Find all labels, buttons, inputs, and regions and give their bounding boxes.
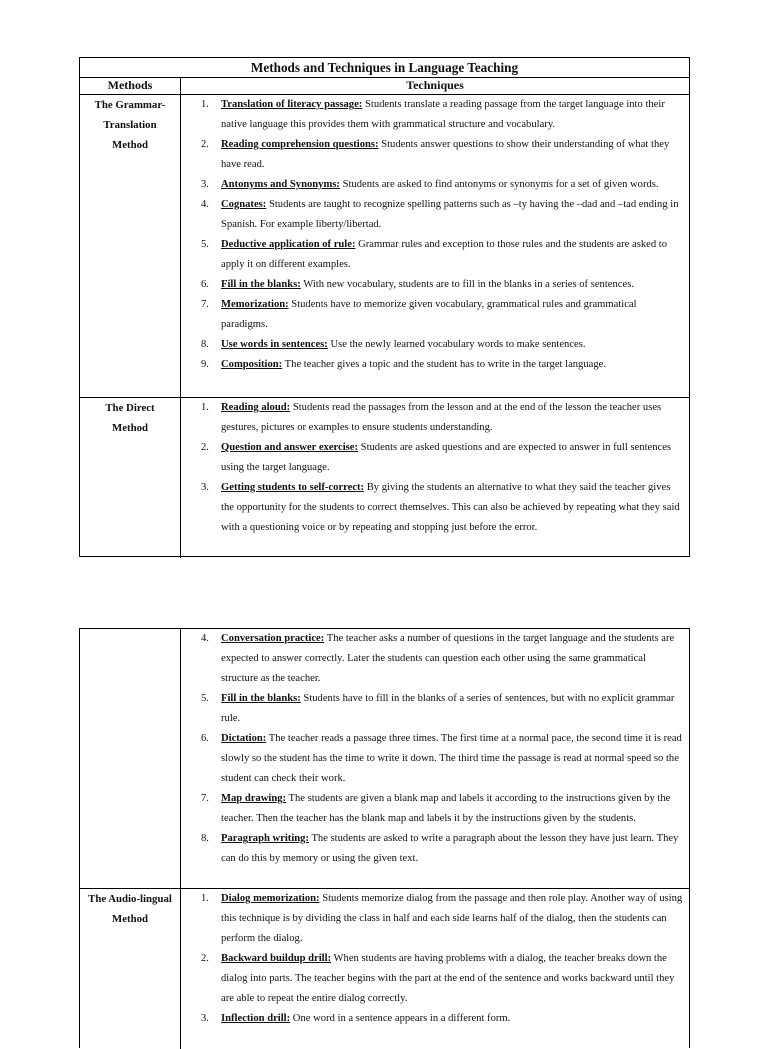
item-number: 6.: [201, 279, 209, 290]
technique-item: [181, 789, 683, 829]
technique-item: [181, 438, 683, 478]
technique-term: Backward buildup drill:: [221, 953, 332, 964]
technique-term: Conversation practice:: [221, 633, 325, 644]
item-number: 6.: [201, 733, 209, 744]
technique-item: [181, 275, 683, 295]
technique-description: The students are asked to write a paragraph about the lesson they have just learn. They can do this by memory or using the given text.: [221, 833, 679, 864]
technique-item: [181, 398, 683, 438]
technique-item: [181, 175, 683, 195]
methods-table-page1: [79, 57, 690, 557]
technique-term: Map drawing:: [221, 793, 287, 804]
techniques-cell: [181, 889, 689, 1049]
technique-item: [181, 949, 683, 1009]
technique-item: [181, 195, 683, 235]
method-cell: [80, 889, 181, 1049]
technique-term: Dialog memorization:: [221, 893, 320, 904]
technique-description: The students are given a blank map and labels it according to the instructions given by the teacher. Then the teacher has the blank map and labels it by the instructions given by the students.: [221, 793, 671, 824]
header-techniques: Techniques: [406, 78, 464, 92]
item-number: 3.: [201, 179, 209, 190]
technique-description: Students have to memorize given vocabulary, grammatical rules and grammatical paradigms.: [221, 299, 637, 330]
technique-term: Paragraph writing:: [221, 833, 309, 844]
method-name-line: Method: [112, 139, 148, 151]
technique-description: The teacher gives a topic and the student has to write in the target language.: [282, 359, 607, 370]
method-cell: [80, 629, 181, 888]
technique-description: One word in a sentence appears in a different form.: [290, 1013, 511, 1024]
technique-item: [181, 1009, 683, 1029]
technique-item: [181, 889, 683, 949]
item-number: 7.: [201, 299, 209, 310]
technique-description: When students are having problems with a dialog, the teacher breaks down the dialog into parts. The teacher begins with the part at the end of the sentence and works backward until they are able to repeat the entire dialog correctly.: [221, 953, 675, 1004]
item-number: 2.: [201, 442, 209, 453]
technique-description: Students are taught to recognize spelling patterns such as –ty having the –dad and –tad ending in Spanish. For example liberty/libertad.: [221, 199, 679, 230]
technique-description: The teacher reads a passage three times. The first time at a normal pace, the second time it is read slowly so the student has the time to write it down. The third time the passage is read at normal speed so the student can check their work.: [221, 733, 682, 784]
technique-item: [181, 729, 683, 789]
item-number: 2.: [201, 139, 209, 150]
methods-table-page2: [79, 628, 690, 1048]
method-name-line: The Direct: [105, 402, 155, 414]
technique-description: With new vocabulary, students are to fill in the blanks in a series of sentences.: [300, 279, 634, 290]
item-number: 5.: [201, 239, 209, 250]
technique-term: Composition:: [221, 359, 283, 370]
table-header: [80, 78, 689, 95]
techniques-cell: [181, 398, 689, 558]
technique-description: Students answer questions to show their understanding of what they have read.: [221, 139, 670, 170]
technique-description: Students translate a reading passage from the target language into their native language this provides them with grammatical structure and vocabulary.: [221, 99, 665, 130]
technique-term: Fill in the blanks:: [221, 279, 301, 290]
technique-term: Memorization:: [221, 299, 289, 310]
item-number: 2.: [201, 953, 209, 964]
technique-term: Reading comprehension questions:: [221, 139, 379, 150]
technique-term: Cognates:: [221, 199, 267, 210]
method-name-line: The Audio-lingual: [88, 893, 172, 905]
technique-item: [181, 355, 683, 375]
technique-description: Students have to fill in the blanks of a series of sentences, but with no explicit grammar rule.: [221, 693, 675, 724]
technique-term: Deductive application of rule:: [221, 239, 356, 250]
technique-term: Inflection drill:: [221, 1013, 291, 1024]
technique-item: [181, 335, 683, 355]
technique-description: Students are asked to find antonyms or synonyms for a set of given words.: [339, 179, 659, 190]
technique-item: [181, 235, 683, 275]
technique-term: Dictation:: [221, 733, 267, 744]
technique-term: Use words in sentences:: [221, 339, 328, 350]
item-number: 1.: [201, 402, 209, 413]
method-name-line: Method: [112, 422, 148, 434]
technique-term: Antonyms and Synonyms:: [221, 179, 340, 190]
item-number: 9.: [201, 359, 209, 370]
technique-item: [181, 135, 683, 175]
technique-term: Translation of literacy passage:: [221, 99, 363, 110]
technique-item: [181, 689, 683, 729]
technique-term: Fill in the blanks:: [221, 693, 301, 704]
row-grammar-translation: [80, 95, 689, 398]
technique-description: Students memorize dialog from the passage and then role play. Another way of using this technique is by dividing the class in half and each side learns half of the dialog, then the students can perform the dialog.: [221, 893, 683, 944]
method-name-line: Translation: [103, 119, 157, 131]
item-number: 3.: [201, 482, 209, 493]
item-number: 4.: [201, 633, 209, 644]
technique-item: [181, 95, 683, 135]
method-name-line: The Grammar-: [94, 99, 166, 111]
technique-term: Question and answer exercise:: [221, 442, 359, 453]
technique-item: [181, 629, 683, 689]
technique-description: Students read the passages from the lesson and at the end of the lesson the teacher uses gestures, pictures or examples to ensure students understanding.: [221, 402, 662, 433]
item-number: 1.: [201, 99, 209, 110]
row-direct-method: [80, 398, 689, 558]
row-audio-lingual: [80, 889, 689, 1049]
techniques-cell: [181, 95, 689, 397]
technique-term: Reading aloud:: [221, 402, 291, 413]
technique-description: Students are asked questions and are expected to answer in full sentences using the target language.: [221, 442, 672, 473]
item-number: 7.: [201, 793, 209, 804]
table-title: Methods and Techniques in Language Teaching: [80, 58, 689, 78]
technique-description: Use the newly learned vocabulary words to make sentences.: [327, 339, 586, 350]
technique-item: [181, 478, 683, 538]
technique-term: Getting students to self-correct:: [221, 482, 365, 493]
technique-item: [181, 295, 683, 335]
item-number: 3.: [201, 1013, 209, 1024]
technique-item: [181, 829, 683, 869]
header-methods: Methods: [80, 78, 181, 94]
method-cell: [80, 95, 181, 397]
techniques-cell: [181, 629, 689, 888]
item-number: 4.: [201, 199, 209, 210]
technique-description: The teacher asks a number of questions in the target language and the students are expected to answer correctly. Later the students can question each other using the same grammatical structure as the teacher.: [221, 633, 675, 684]
item-number: 5.: [201, 693, 209, 704]
method-name-line: Method: [112, 913, 148, 925]
technique-description: By giving the students an alternative to what they said the teacher gives the opportunity for the students to correct themselves. This can also be achieved by repeating what they said with a questioning voice or by repeating and stopping just before the error.: [221, 482, 680, 533]
row-direct-method-cont: [80, 629, 689, 889]
method-cell: [80, 398, 181, 558]
item-number: 8.: [201, 339, 209, 350]
item-number: 8.: [201, 833, 209, 844]
technique-description: Grammar rules and exception to those rules and the students are asked to apply it on different examples.: [221, 239, 668, 270]
item-number: 1.: [201, 893, 209, 904]
